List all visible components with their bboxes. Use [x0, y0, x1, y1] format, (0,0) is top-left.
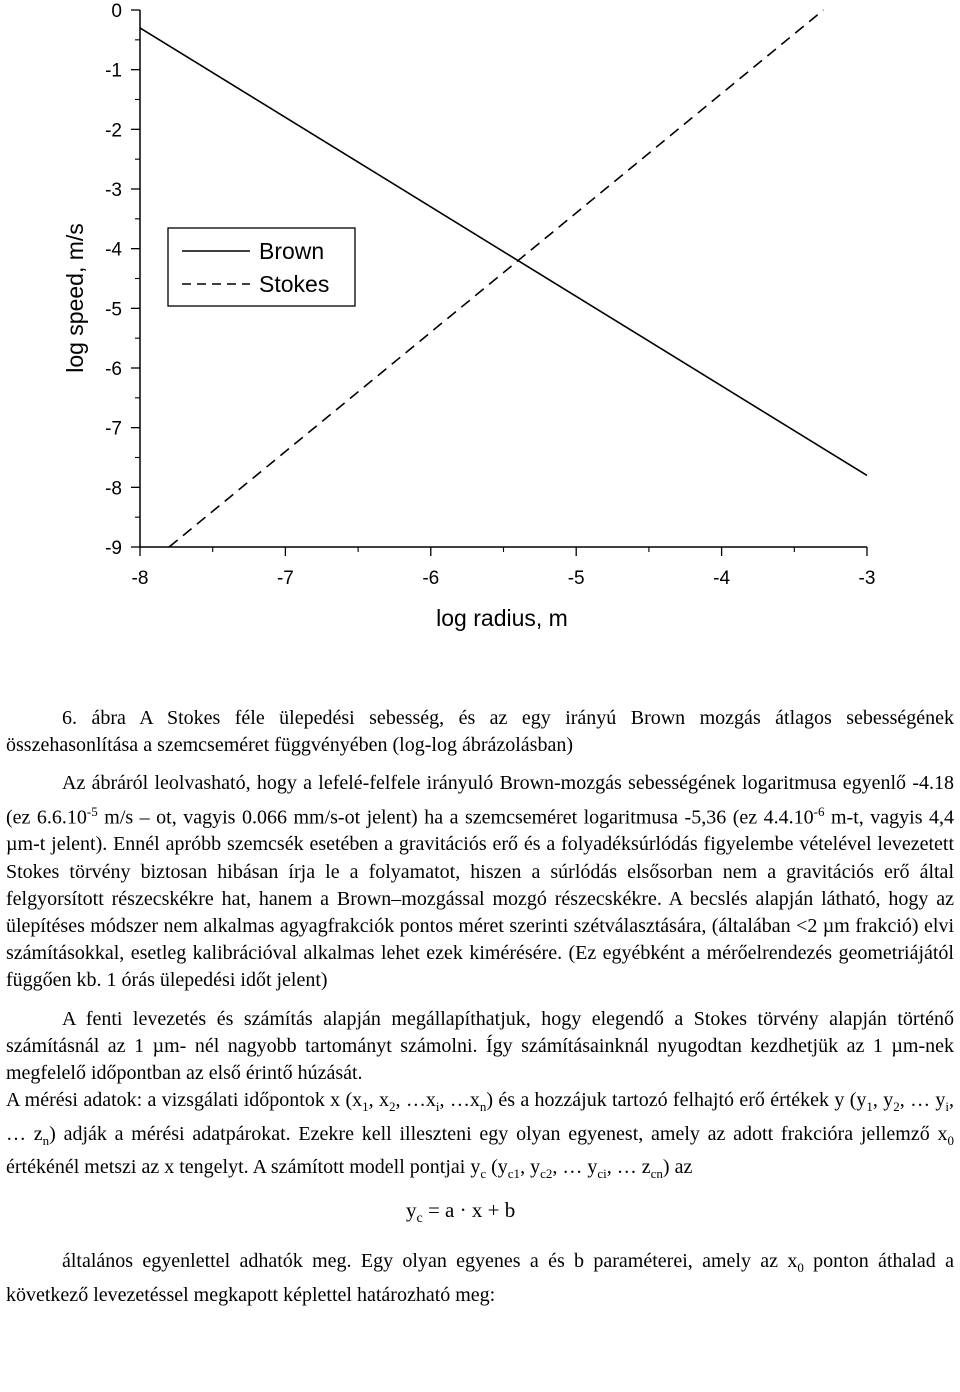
p1-text-a: Az ábráról leolvasható, hogy a lefelé-felfele irányuló Brown-mozgás sebességének logaritmusa egyenlő -4.18 (ez 6.6.10	[6, 772, 954, 829]
y-tick-label: -7	[105, 418, 122, 440]
y-tick-label: -5	[105, 299, 122, 321]
document-body	[6, 705, 954, 1309]
y-tick-label: -1	[105, 60, 122, 82]
p3-t11: (y	[486, 1155, 508, 1178]
p3-s7: i	[945, 1099, 950, 1115]
p3-t6: , y	[872, 1089, 894, 1112]
x-tick-label: -8	[131, 568, 149, 589]
x-tick-label: -5	[567, 568, 585, 589]
p4-sub: 0	[797, 1260, 804, 1276]
p3-s12: c2	[540, 1165, 553, 1181]
y-tick-label: -6	[105, 359, 122, 380]
paragraph-2: A fenti levezetés és számítás alapján megállapíthatjuk, hogy elegendő a Stokes törvény alapján történő számításnál az 1 µm- nél nagyobb tartományt számolni. Így számításainknál nyugodtan kezdhetjük az 1 µm-nek megfelelő időpontban az első érintő húzását.	[6, 1007, 954, 1085]
x-tick-label: -7	[276, 568, 294, 589]
p3-t7: , … y	[899, 1089, 946, 1112]
p3-s6: 2	[893, 1099, 900, 1115]
p3-t12: , y	[520, 1155, 541, 1178]
p4-text-a: általános egyenlettel adhatók meg. Egy olyan egyenes a és b paraméterei, amely az x	[62, 1250, 798, 1273]
paragraph-3	[6, 1087, 954, 1187]
p3-s5: 1	[866, 1099, 873, 1115]
y-axis-title: log speed, m/s	[62, 223, 88, 373]
formula-sub: c	[416, 1211, 423, 1227]
y-tick-label: -4	[105, 239, 122, 261]
p3-t9: ) adják a mérési adatpárokat. Ezekre kell illeszteni egy olyan egyenest, amely az adott frakcióra jellemző x	[49, 1122, 948, 1145]
x-tick-labels	[132, 568, 876, 589]
paragraph-1	[6, 770, 954, 994]
p1-exp-1: -5	[86, 803, 98, 819]
chart-series	[140, 10, 867, 547]
p1-exp-2: -6	[813, 803, 825, 819]
formula-y: y	[406, 1197, 417, 1222]
x-axis-title: log radius, m	[436, 605, 568, 631]
chart-axes	[131, 10, 867, 556]
p1-text-c: m-t, vagyis 4,4 µm-t jelent). Ennél apróbb szemcsék esetében a gravitációs erő és a folyadéksúrlódás figyelembe vételével levezetett Stokes törvény biztosan hibásan írja le a folyamatot, hiszen a súrlódás elsősorban nem a gravitációs erő által felgyorsított részecskékre hat, hanem a Brown–mozgással mozgó részecskékre. A becslés alapján látható, hogy az ülepítéses módszer nem alkalmas agyagfrakciók pontos méret szerinti szétválasztására, (általában <2 µm frakció) elvi számításokkal, esetleg kalibrációval alkalmas lehet ezek kimérésére. (Ez egyébként a mérőelrendezés geometriájától függően kb. 1 órás ülepedési időt jelent)	[6, 806, 954, 992]
p3-t3: , …x	[395, 1089, 436, 1112]
p3-t5: ) és a hozzájuk tartozó felhajtó erő értékek y (y	[486, 1089, 867, 1112]
p3-t1: A mérési adatok: a vizsgálati időpontok x (x	[6, 1089, 363, 1112]
p1-text-b: m/s – ot, vagyis 0.066 mm/s-ot jelent) ha a szemcseméret logaritmusa -5,36 (ez 4.4.10	[97, 806, 814, 829]
p3-s10: c	[480, 1165, 487, 1181]
figure-caption: 6. ábra A Stokes féle ülepedési sebesség, és az egy irányú Brown mozgás átlagos sebességének összehasonlítása a szemcseméret függvényében (log-log ábrázolásban)	[6, 707, 954, 757]
p4-text-b: ponton áthalad a következő levezetéssel megkapott képlettel határozható meg:	[6, 1250, 954, 1306]
p3-s8: n	[42, 1132, 50, 1148]
y-tick-label: 0	[111, 1, 122, 22]
p3-s3: i	[435, 1099, 440, 1115]
paragraph-4	[6, 1248, 954, 1308]
p3-s1: 1	[362, 1099, 369, 1115]
p3-s13: ci	[597, 1165, 607, 1181]
p3-s4: n	[479, 1099, 487, 1115]
x-tick-label: -3	[858, 568, 876, 589]
legend-label-brown: Brown	[259, 238, 325, 264]
x-tick-label: -6	[422, 568, 440, 589]
p3-t2: , x	[368, 1089, 390, 1112]
p3-s9: 0	[947, 1132, 954, 1148]
p3-t4: , …x	[439, 1089, 480, 1112]
y-tick-label: -8	[105, 478, 122, 500]
y-tick-label: -3	[105, 180, 122, 201]
legend	[168, 228, 355, 306]
p3-t10: értékénél metszi az x tengelyt. A számított modell pontjai y	[6, 1155, 481, 1178]
p3-t13: , … y	[552, 1155, 598, 1178]
p3-t8: , … z	[6, 1089, 955, 1145]
y-tick-labels	[105, 1, 122, 559]
p3-t15: ) az	[662, 1155, 693, 1178]
p3-t14: , … z	[606, 1155, 651, 1178]
y-tick-label: -2	[105, 120, 122, 142]
formula-rest: = a · x + b	[422, 1197, 516, 1222]
p3-s2: 2	[389, 1099, 396, 1115]
formula	[6, 1197, 954, 1232]
legend-label-stokes: Stokes	[259, 271, 330, 297]
x-tick-label: -4	[713, 568, 731, 589]
y-tick-label: -9	[105, 538, 122, 559]
p3-s14: cn	[650, 1165, 663, 1181]
p3-s11: c1	[507, 1165, 521, 1181]
